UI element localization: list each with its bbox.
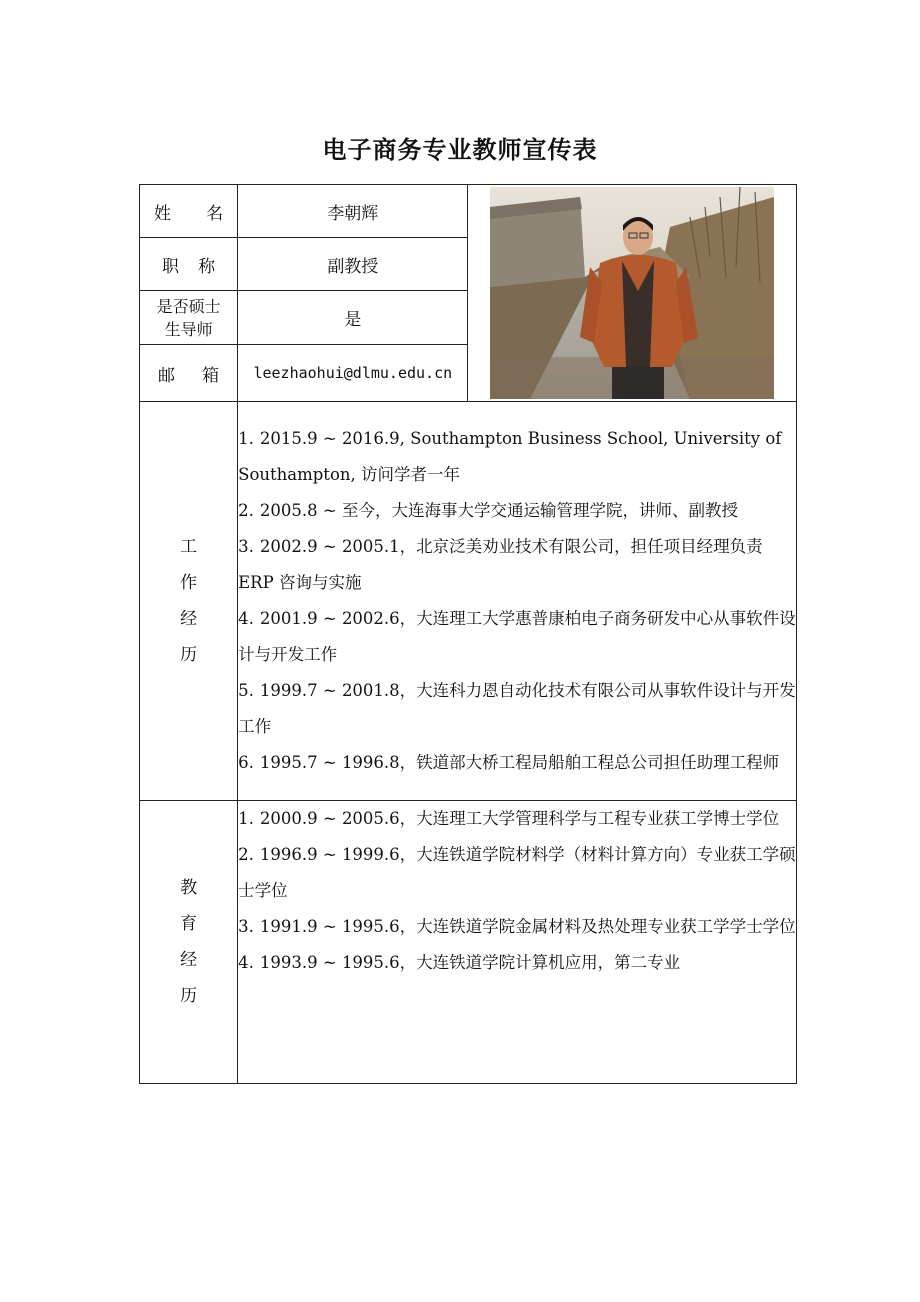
rank-label-char-1: 职: [162, 256, 179, 277]
name-label-char-1: 姓: [154, 203, 171, 224]
email-value[interactable]: leezhaohui@dlmu.edu.cn: [238, 345, 468, 402]
work-label-char-1: 工: [180, 537, 198, 557]
work-history-list: [238, 402, 797, 801]
education-history-list: [238, 801, 797, 1084]
education-item: 3. 1991.9 ~ 1995.6，大连铁道学院金属材料及热处理专业获工学学士学位: [238, 917, 796, 936]
work-item: 4. 2001.9 ~ 2002.6，大连理工大学惠普康柏电子商务研发中心从事软件设计与开发工作: [238, 609, 796, 664]
name-label-cell: [140, 185, 238, 238]
name-label-char-2: 名: [206, 203, 224, 224]
edu-label-char-4: 历: [180, 986, 198, 1006]
email-label-char-1: 邮: [158, 365, 175, 386]
name-value: 李朝辉: [238, 185, 468, 238]
teacher-profile-table: [139, 184, 797, 1084]
work-history-label: [140, 402, 238, 801]
edu-label-char-2: 育: [180, 914, 198, 934]
education-item: 4. 1993.9 ~ 1995.6，大连铁道学院计算机应用，第二专业: [238, 953, 681, 972]
edu-label-char-1: 教: [180, 878, 198, 898]
rank-value: 副教授: [238, 238, 468, 291]
email-label-char-2: 箱: [202, 365, 220, 386]
work-item: 1. 2015.9 ~ 2016.9, Southampton Business School, University of Southampton, 访问学者一年: [238, 429, 782, 484]
education-history-row: [140, 801, 797, 1084]
work-history-row: [140, 402, 797, 801]
work-item: 6. 1995.7 ~ 1996.8，铁道部大桥工程局船舶工程总公司担任助理工程师: [238, 753, 780, 772]
page-title: 电子商务专业教师宣传表: [322, 135, 598, 164]
work-label-char-4: 历: [180, 645, 198, 665]
supervisor-value: 是: [238, 291, 468, 345]
work-label-char-2: 作: [180, 573, 198, 593]
teacher-photo: [490, 187, 774, 399]
supervisor-label-line-1: 是否硕士: [156, 296, 221, 316]
education-item: 2. 1996.9 ~ 1999.6，大连铁道学院材料学（材料计算方向）专业获工学硕士学位: [238, 845, 796, 900]
supervisor-label-line-2: 生导师: [164, 319, 213, 339]
education-item: 1. 2000.9 ~ 2005.6，大连理工大学管理科学与工程专业获工学博士学位: [238, 809, 780, 828]
education-history-label: [140, 801, 238, 1084]
edu-label-char-3: 经: [180, 950, 198, 970]
name-row: [140, 185, 797, 238]
supervisor-label-cell: [140, 291, 238, 345]
work-item: 3. 2002.9 ~ 2005.1，北京泛美劝业技术有限公司，担任项目经理负责 ERP 咨询与实施: [238, 537, 763, 592]
work-label-char-3: 经: [180, 609, 198, 629]
work-item: 2. 2005.8 ~ 至今，大连海事大学交通运输管理学院，讲师、副教授: [238, 501, 738, 520]
email-label-cell: [140, 345, 238, 402]
rank-label-cell: [140, 238, 238, 291]
photo-cell: [468, 185, 797, 402]
rank-label-char-2: 称: [198, 256, 216, 277]
work-item: 5. 1999.7 ~ 2001.8，大连科力恩自动化技术有限公司从事软件设计与开发工作: [238, 681, 796, 736]
